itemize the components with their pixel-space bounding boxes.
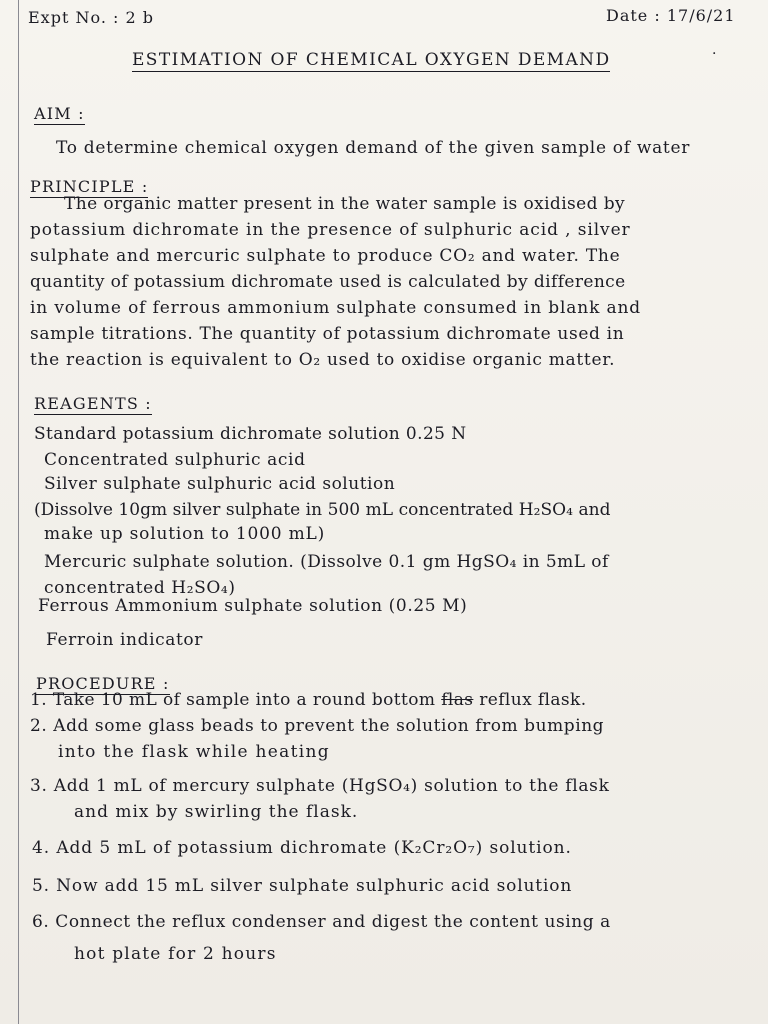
procedure-step: 2. Add some glass beads to prevent the solution from bumping bbox=[30, 716, 605, 736]
reagent-line: Standard potassium dichromate solution 0.25 N bbox=[34, 424, 467, 444]
reagent-line: Silver sulphate sulphuric acid solution bbox=[44, 474, 396, 494]
reagent-line: (Dissolve 10gm silver sulphate in 500 mL concentrated H₂SO₄ and bbox=[34, 500, 611, 520]
principle-line: The organic matter present in the water sample is oxidised by bbox=[64, 194, 625, 214]
aim-heading: AIM : bbox=[34, 104, 85, 123]
aim-text: To determine chemical oxygen demand of the given sample of water bbox=[56, 138, 691, 158]
struck-out-word: flas bbox=[441, 690, 474, 710]
step1-text-end: reflux flask. bbox=[479, 690, 587, 710]
procedure-step: into the flask while heating bbox=[58, 742, 330, 762]
reagent-line: make up solution to 1000 mL) bbox=[44, 524, 326, 544]
procedure-step: 5. Now add 15 mL silver sulphate sulphuric acid solution bbox=[32, 876, 573, 896]
principle-line: sulphate and mercuric sulphate to produce CO₂ and water. The bbox=[30, 246, 621, 266]
margin-line bbox=[18, 0, 19, 1024]
step1-text: 1. Take 10 mL of sample into a round bottom bbox=[30, 690, 436, 710]
procedure-step: 3. Add 1 mL of mercury sulphate (HgSO₄) solution to the flask bbox=[30, 776, 610, 796]
procedure-step: and mix by swirling the flask. bbox=[74, 802, 359, 822]
procedure-heading: PROCEDURE : bbox=[36, 674, 170, 693]
principle-line: sample titrations. The quantity of potassium dichromate used in bbox=[30, 324, 625, 344]
principle-line: in volume of ferrous ammonium sulphate consumed in blank and bbox=[30, 298, 641, 318]
principle-line: potassium dichromate in the presence of sulphuric acid , silver bbox=[30, 220, 631, 240]
principle-line: the reaction is equivalent to O₂ used to oxidise organic matter. bbox=[30, 350, 616, 370]
procedure-step bbox=[30, 690, 587, 710]
reagent-line: Concentrated sulphuric acid bbox=[44, 450, 306, 470]
procedure-step: 4. Add 5 mL of potassium dichromate (K₂Cr₂O₇) solution. bbox=[32, 838, 572, 858]
experiment-number: Expt No. : 2 b bbox=[28, 8, 154, 27]
experiment-date: Date : 17/6/21 bbox=[606, 6, 736, 25]
reagent-line: Ferroin indicator bbox=[46, 630, 203, 650]
principle-line: quantity of potassium dichromate used is calculated by difference bbox=[30, 272, 626, 292]
reagent-line: concentrated H₂SO₄) bbox=[44, 578, 236, 598]
ink-dot: · bbox=[712, 46, 717, 62]
procedure-step: hot plate for 2 hours bbox=[74, 944, 277, 964]
procedure-step: 6. Connect the reflux condenser and digest the content using a bbox=[32, 912, 611, 932]
page-title: ESTIMATION OF CHEMICAL OXYGEN DEMAND bbox=[132, 50, 611, 70]
reagents-heading: REAGENTS : bbox=[34, 394, 152, 413]
reagent-line: Ferrous Ammonium sulphate solution (0.25 M) bbox=[38, 596, 468, 616]
reagent-line: Mercuric sulphate solution. (Dissolve 0.1 gm HgSO₄ in 5mL of bbox=[44, 552, 609, 572]
principle-heading: PRINCIPLE : bbox=[30, 177, 149, 196]
